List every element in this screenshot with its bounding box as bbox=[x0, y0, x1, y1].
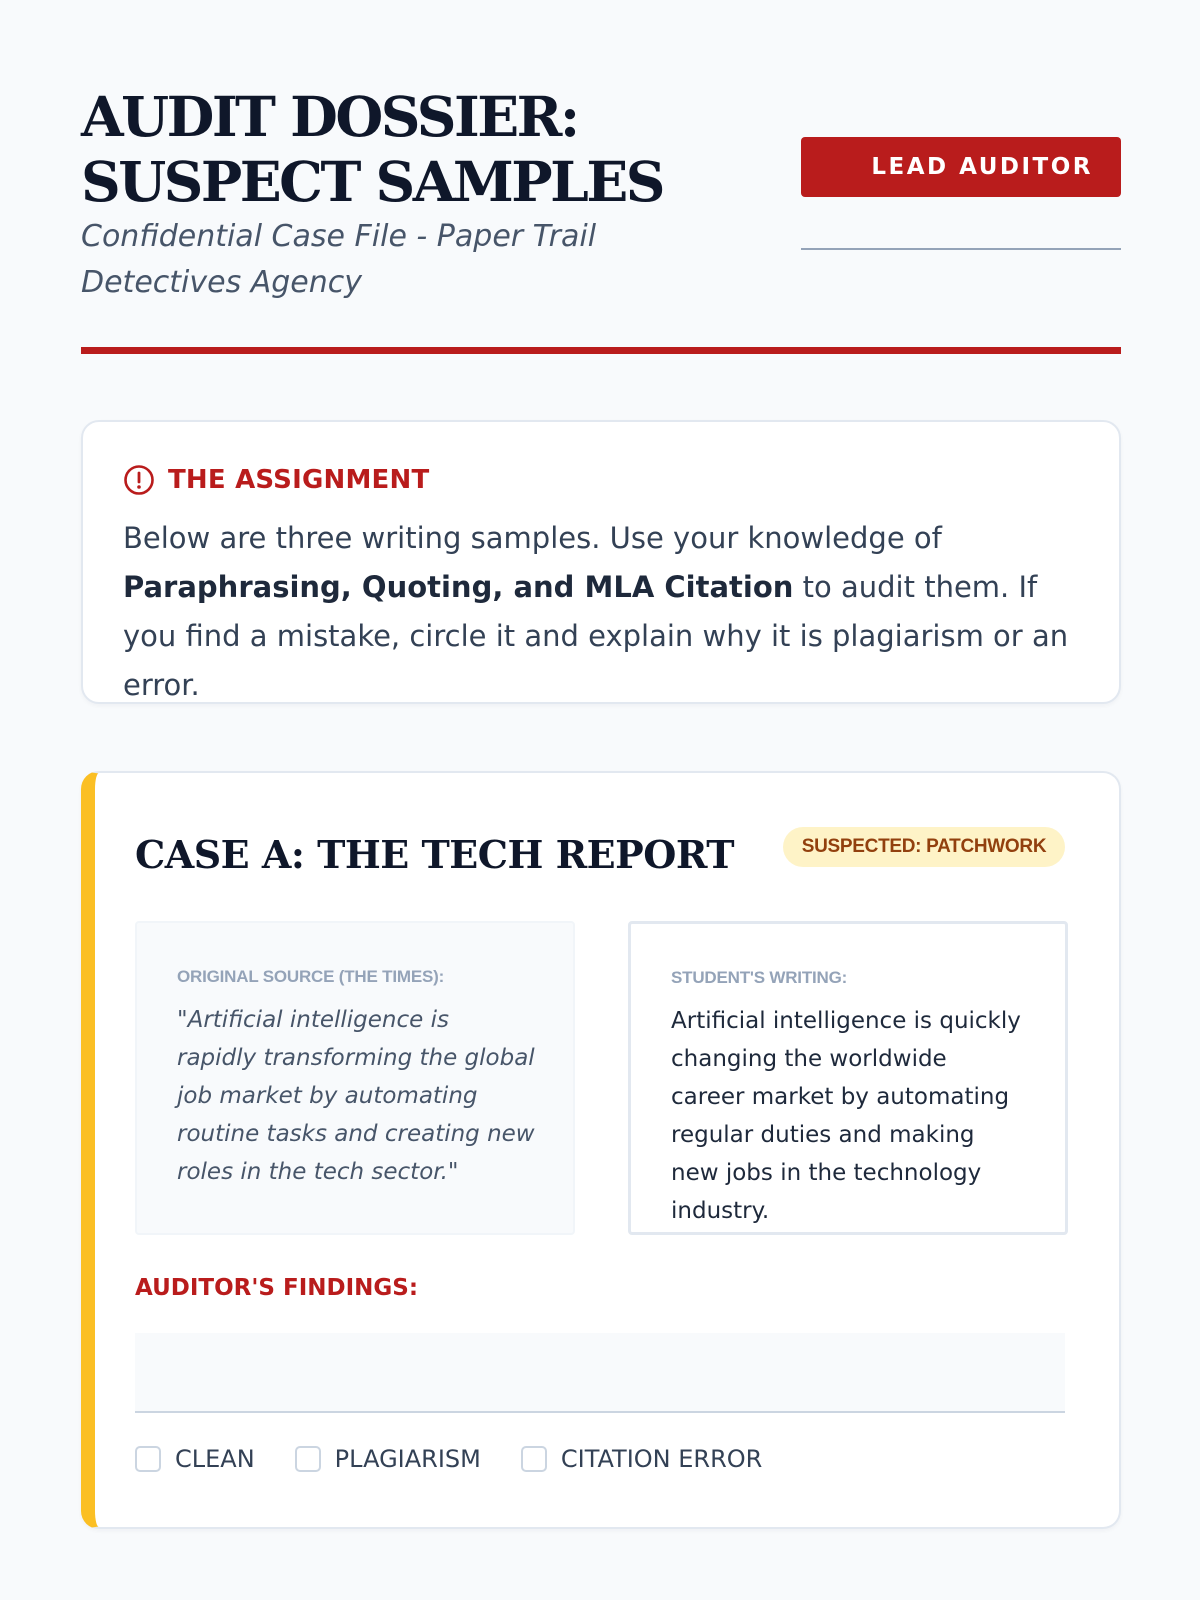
auditor-signature-line bbox=[801, 248, 1121, 250]
case-a-card bbox=[81, 771, 1121, 1529]
assignment-header bbox=[123, 462, 1079, 498]
case-title: CASE A: THE TECH REPORT bbox=[135, 832, 735, 877]
option-label: CITATION ERROR bbox=[560, 1445, 763, 1473]
assignment-instructions bbox=[123, 514, 1083, 710]
lead-auditor-button[interactable]: LEAD AUDITOR bbox=[801, 137, 1121, 197]
header-divider bbox=[81, 347, 1121, 354]
page-subtitle: Confidential Case File - Paper Trail Detectives Agency bbox=[81, 219, 597, 300]
dossier-header bbox=[81, 0, 1121, 356]
source-label: ORIGINAL SOURCE (THE TIMES): bbox=[177, 967, 445, 986]
source-quote: "Artificial intelligence is rapidly transforming the global job market by automating routine tasks and creating new roles in the tech sector." bbox=[177, 1007, 535, 1185]
option-clean[interactable] bbox=[135, 1445, 255, 1473]
findings-label: AUDITOR'S FINDINGS: bbox=[135, 1275, 419, 1301]
student-text: Artificial intelligence is quickly changing the worldwide career market by automating regular duties and making new jobs in the technology industry. bbox=[671, 1008, 1021, 1224]
alert-circle-icon bbox=[123, 464, 155, 496]
assignment-text-intro: Below are three writing samples. Use your knowledge of bbox=[123, 521, 942, 555]
findings-input[interactable] bbox=[135, 1333, 1065, 1413]
citation-error-checkbox[interactable] bbox=[521, 1446, 547, 1472]
original-source-panel bbox=[135, 921, 575, 1235]
plagiarism-checkbox[interactable] bbox=[295, 1446, 321, 1472]
option-citation-error[interactable] bbox=[521, 1445, 762, 1473]
clean-checkbox[interactable] bbox=[135, 1446, 161, 1472]
student-writing-panel bbox=[628, 921, 1068, 1235]
option-label: CLEAN bbox=[175, 1445, 255, 1473]
assignment-title: THE ASSIGNMENT bbox=[168, 465, 430, 495]
option-plagiarism[interactable] bbox=[295, 1445, 481, 1473]
assignment-text-outro: to audit them. If you find a mistake, circle it and explain why it is plagiarism or an error. bbox=[123, 570, 1069, 702]
option-label: PLAGIARISM bbox=[334, 1445, 481, 1473]
student-label: STUDENT'S WRITING: bbox=[671, 968, 848, 987]
suspected-badge: SUSPECTED: PATCHWORK bbox=[783, 827, 1065, 867]
assignment-card bbox=[81, 420, 1121, 704]
page bbox=[81, 0, 1121, 1473]
page-title: AUDIT DOSSIER: SUSPECT SAMPLES bbox=[81, 84, 663, 214]
verdict-options bbox=[135, 1445, 802, 1473]
assignment-text-bold: Paraphrasing, Quoting, and MLA Citation bbox=[123, 570, 794, 604]
